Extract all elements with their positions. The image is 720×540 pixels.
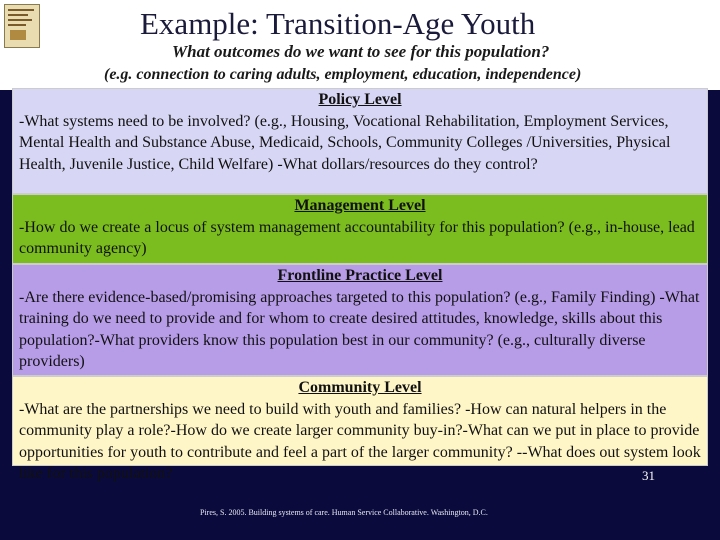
page-number: 31 [642, 468, 655, 483]
policy-level-heading: Policy Level [318, 91, 402, 108]
citation: Pires, S. 2005. Building systems of care. Human Service Collaborative. Washington, D.C. [200, 508, 488, 517]
policy-level-text: -What systems need to be involved? (e.g., Housing, Vocational Rehabilitation, Employment Services, Mental Health and Substance Abuse, Medicaid, Schools, Community Colleges /Universities, Physical Health, Juvenile Justice, Child Welfare) -What dollars/resources do they control? [19, 112, 671, 173]
book-cover-logo [4, 4, 40, 48]
frontline-practice-level-panel [12, 264, 708, 376]
policy-level-panel [12, 88, 708, 194]
slide-examples: (e.g. connection to caring adults, employment, education, independence) [104, 66, 582, 83]
community-level-heading: Community Level [298, 379, 422, 396]
slide-question: What outcomes do we want to see for this population? [172, 42, 550, 61]
frontline-practice-level-heading: Frontline Practice Level [277, 267, 443, 284]
slide-title: Example: Transition-Age Youth [140, 6, 536, 41]
management-level-heading: Management Level [294, 197, 426, 214]
management-level-text: -How do we create a locus of system management accountability for this population? (e.g., in-house, lead community agency) [19, 218, 695, 257]
community-level-text: -What are the partnerships we need to build with youth and families? -How can natural helpers in the community play a role?-How do we create larger community buy-in?-What can we put in place to provide opportunities for youth to contribute and feel a part of the larger community? --What does out system look like for this population? [19, 400, 701, 482]
management-level-panel [12, 194, 708, 264]
frontline-practice-level-text: -Are there evidence-based/promising approaches targeted to this population? (e.g., Family Finding) -What training do we need to provide and for whom to create desired attitudes, knowledge, skills about this population?-What providers know this population best in our community? (e.g., culturally diverse providers) [19, 288, 700, 370]
